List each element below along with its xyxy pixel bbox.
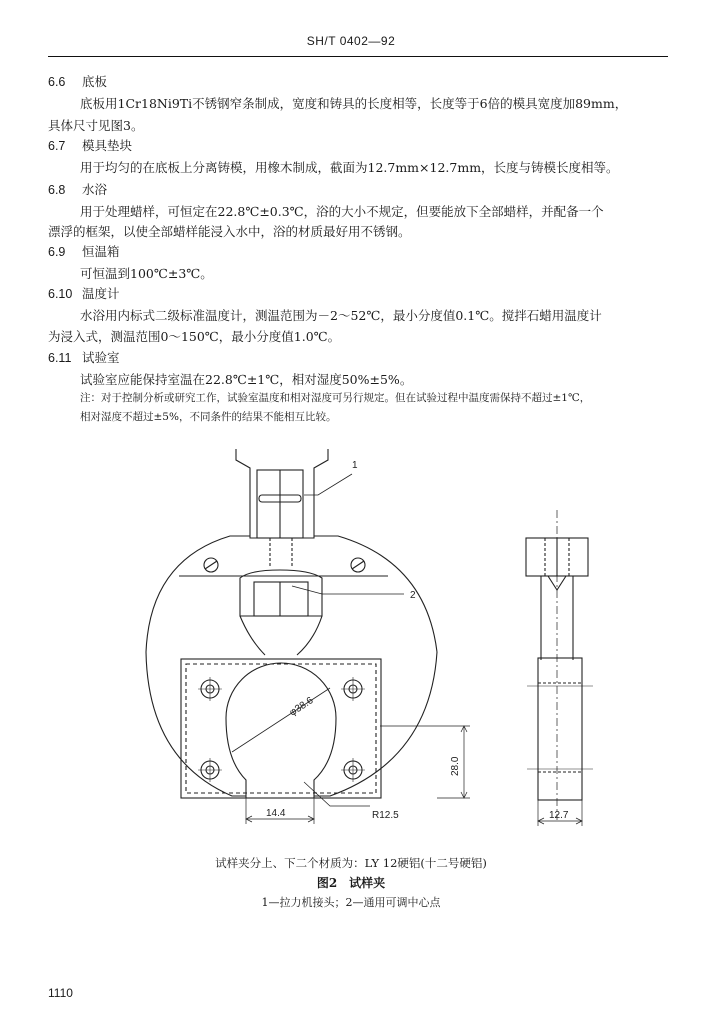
section-title: 水浴 — [81, 182, 107, 197]
clamp-body-bottom — [146, 652, 437, 796]
section-number: 6.9 — [48, 245, 66, 259]
section-number: 6.7 — [48, 139, 66, 153]
width-label: 14.4 — [266, 808, 286, 819]
callout-2-label: 2 — [410, 590, 416, 601]
header-code: SH/T 0402—92 — [306, 34, 396, 48]
paragraph-line: 试验室应能保持室温在22.8℃±1℃，相对湿度50%±5%。 — [80, 372, 413, 387]
section-title: 底板 — [81, 74, 107, 89]
note-line-1: 注：对于控制分析或研究工作，试验室温度和相对湿度可另行规定。但在试验过程中温度需保持不超过±1℃， — [80, 392, 591, 404]
section-title: 试验室 — [81, 350, 120, 365]
tensile-connector — [236, 449, 328, 538]
specimen-opening — [226, 663, 336, 798]
paragraph-line: 为浸入式，测温范围0～150℃，最小分度值1.0℃。 — [48, 329, 341, 344]
paragraph-line: 用于处理蜡样，可恒定在22.8℃±0.3℃，浴的大小不规定，但要能放下全部蜡样，并配备一个 — [80, 204, 604, 219]
paragraph-line: 漂浮的框架，以使全部蜡样能浸入水中，浴的材质最好用不锈钢。 — [48, 224, 411, 239]
paragraph-line: 水浴用内标式二级标准温度计，测温范围为－2～52℃，最小分度值0.1℃。搅拌石蜡用温度计 — [80, 308, 602, 323]
paragraph-line: 用于均匀的在底板上分离铸模，用橡木制成，截面为12.7mm×12.7mm，长度与铸模长度相等。 — [80, 160, 619, 175]
paragraph-line: 底板用1Cr18Ni9Ti不锈钢窄条制成，宽度和铸具的长度相等，长度等于6倍的模具宽度加89mm， — [80, 96, 628, 111]
figure-legend: 1—拉力机接头；2—通用可调中心点 — [261, 896, 441, 909]
page-number: 1110 — [48, 986, 73, 1000]
center-block — [240, 570, 322, 616]
section-title: 模具垫块 — [81, 138, 132, 153]
bolt-holes — [198, 677, 365, 782]
diameter-dimension — [232, 688, 330, 752]
height-label: 28.0 — [450, 756, 461, 776]
radius-label: R12.5 — [372, 810, 399, 821]
callout-1-label: 1 — [352, 460, 358, 471]
diameter-label: φ38.6 — [287, 695, 316, 719]
callout-leader-2 — [292, 586, 404, 594]
section-title: 温度计 — [81, 286, 120, 301]
callout-leader-1 — [304, 474, 352, 495]
section-number: 6.10 — [48, 287, 73, 301]
section-number: 6.6 — [48, 75, 66, 89]
figure-material-note: 试样夹分上、下二个材质为：LY 12硬铝(十二号硬铝) — [215, 856, 487, 870]
figure-caption: 图2 试样夹 — [316, 876, 386, 890]
paragraph-line: 可恒温到100℃±3℃。 — [80, 266, 213, 281]
note-line-2: 相对湿度不超过±5%，不同条件的结果不能相互比较。 — [80, 411, 337, 423]
section-title: 恒温箱 — [81, 244, 120, 259]
section-number: 6.11 — [48, 351, 72, 365]
paragraph-line: 具体尺寸见图3。 — [48, 118, 144, 133]
side-view — [526, 510, 593, 826]
section-number: 6.8 — [48, 183, 66, 197]
thickness-label: 12.7 — [549, 810, 569, 821]
